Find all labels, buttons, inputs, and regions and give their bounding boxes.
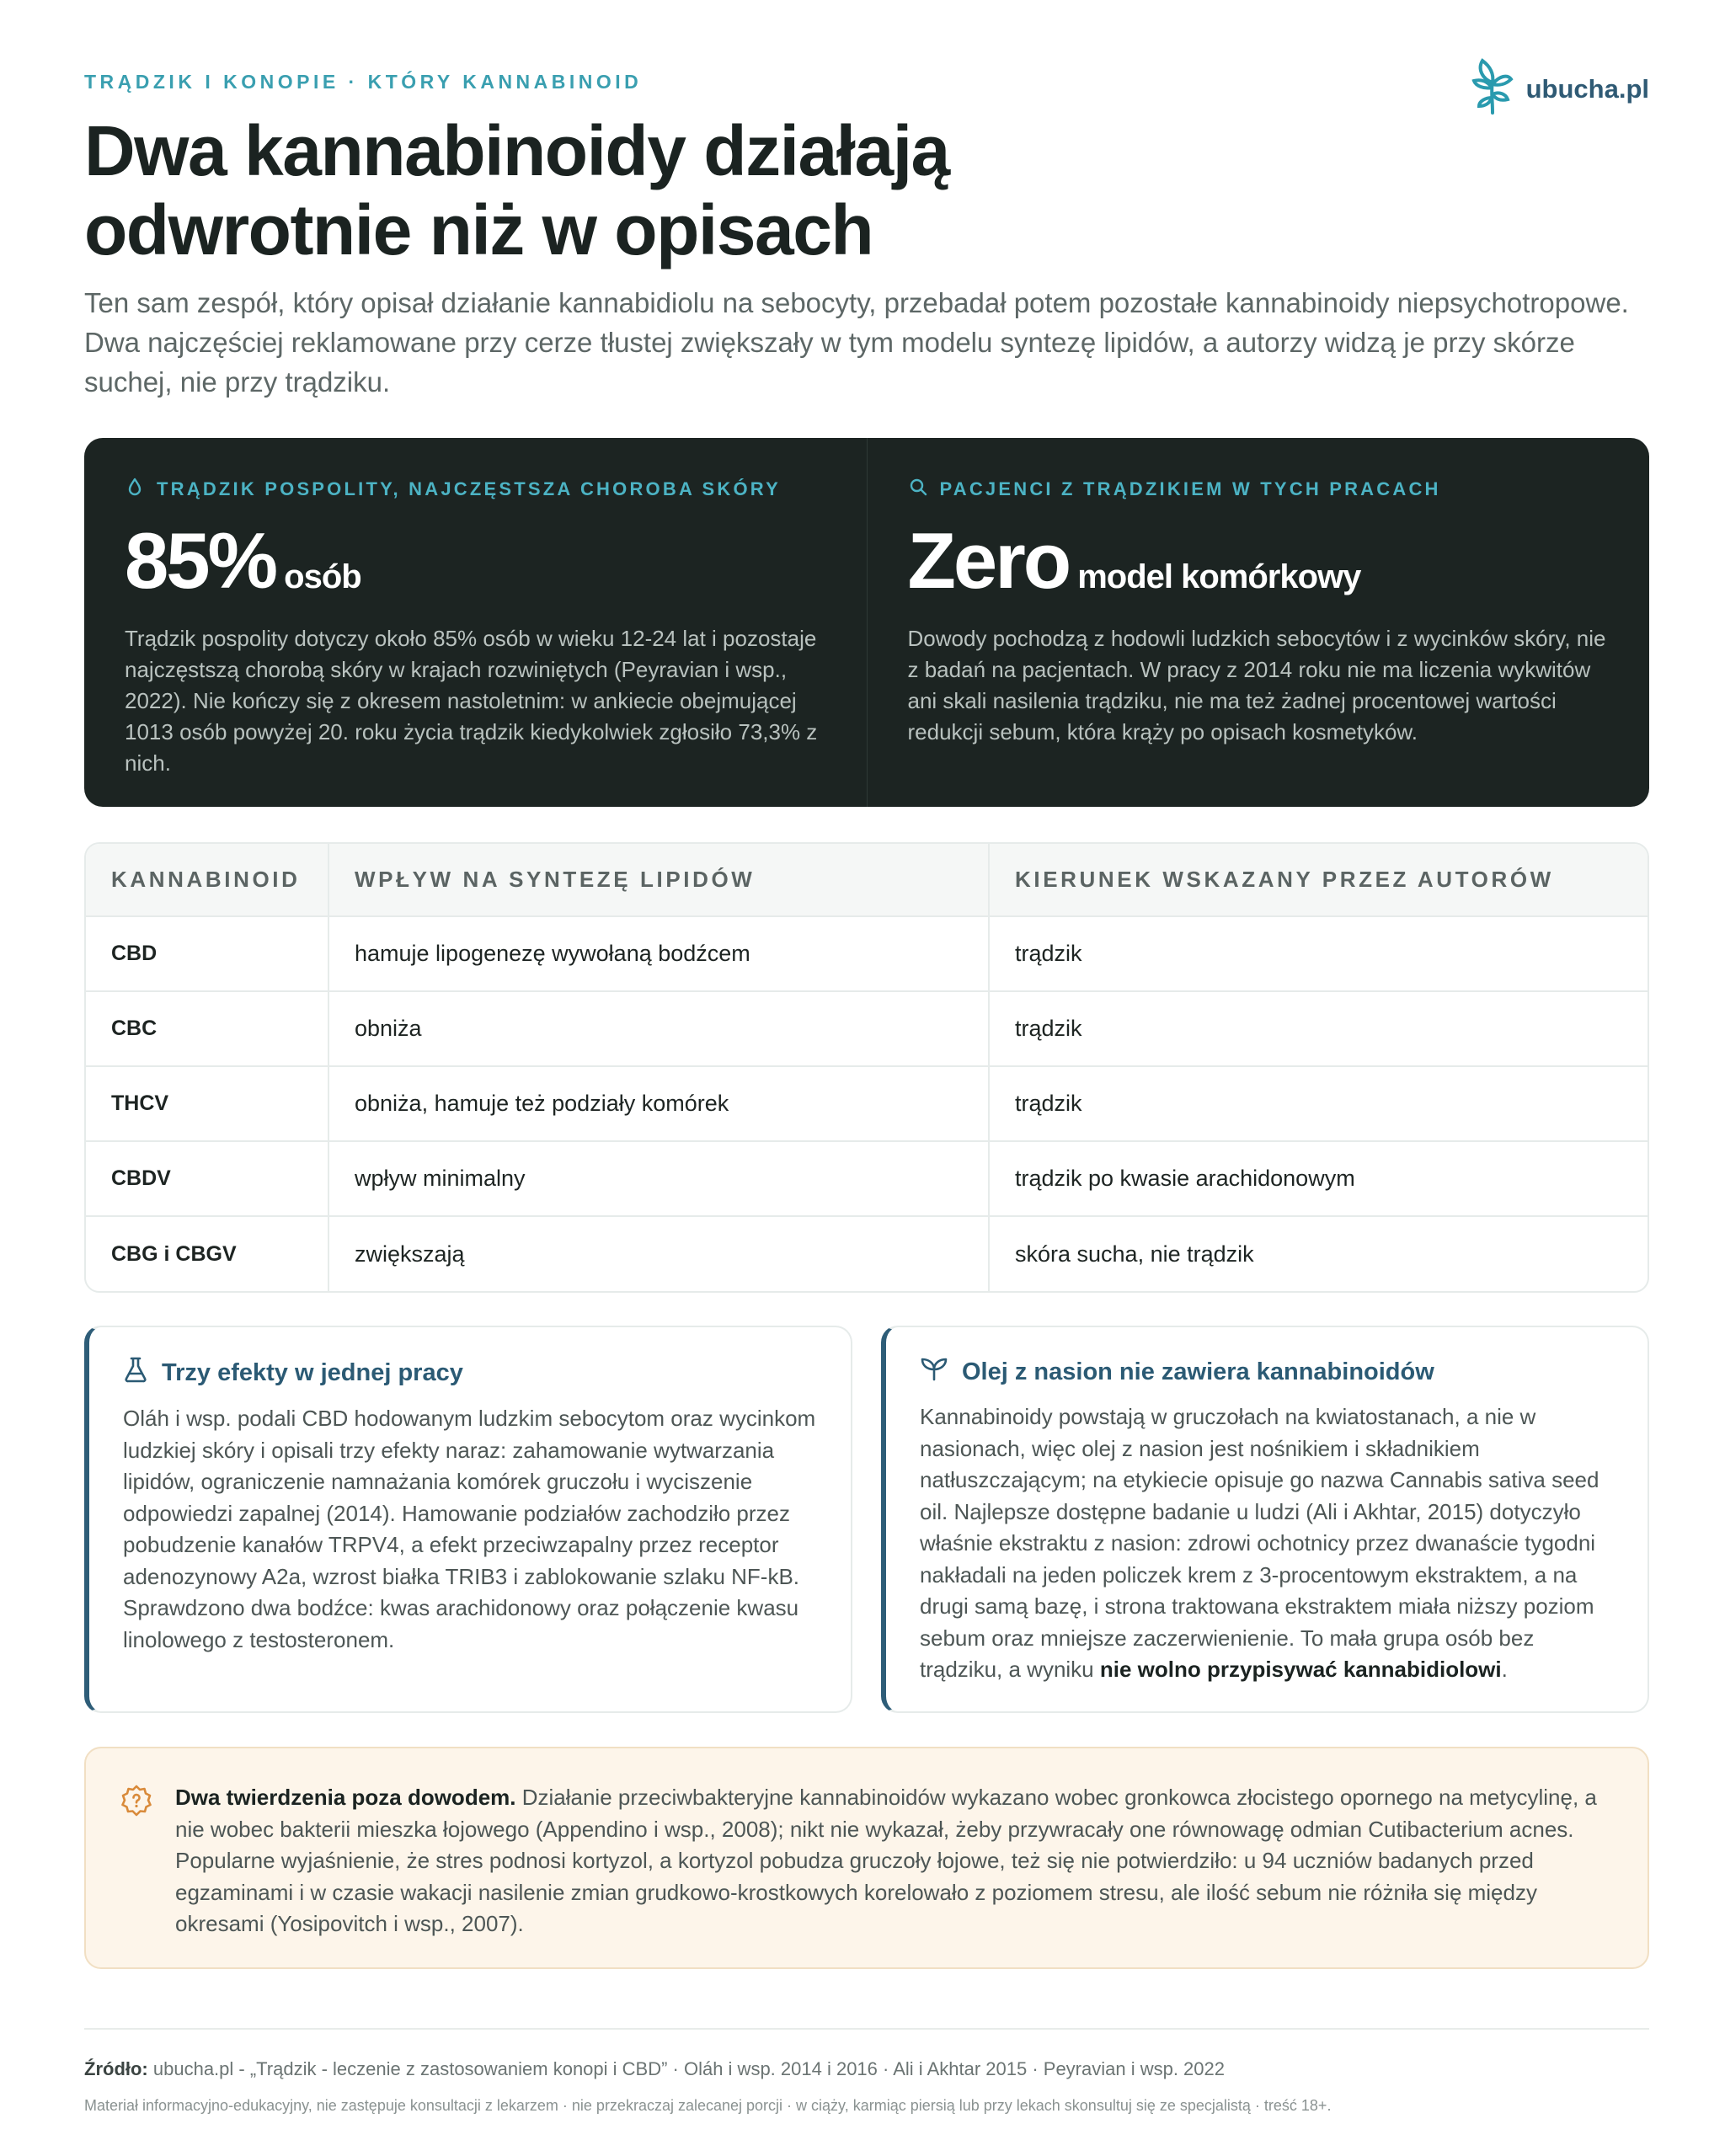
column-header-cannabinoid: KANNABINOID: [86, 844, 328, 916]
card-text: Oláh i wsp. podali CBD hodowanym ludzkim sebocytom oraz wycinkom ludzkiej skóry i opisali trzy efekty naraz: zahamowanie wytwarzania lipidów, ograniczenie namnażania komórek gruczołu i wyciszenie odpowiedzi zapalnej (2014). Hamowanie podziałów zachodziło przez pobudzenie kanałów TRPV4, a efekt przeciwzapalny przez receptor adenozynowy A2a, wzrost białka TRIB3 i zablokowanie szlaku NF-kB. Sprawdzono dwa bodźce: kwas arachidonowy oraz połączenie kwasu linolowego z testosteronem.: [123, 1406, 816, 1652]
table-row: [86, 1216, 1648, 1291]
search-icon: [908, 477, 928, 502]
eyebrow: TRĄDZIK I KONOPIE · KTÓRY KANNABINOID: [84, 71, 643, 93]
card-seed-oil: [881, 1326, 1649, 1713]
note-text: Dwa twierdzenia poza dowodem. Działanie przeciwbakteryjne kannabinoidów wykazano wobec gronkowca złocistego opornego na metycylinę, a nie wobec bakterii mieszka łojowego (Appendino i wsp., 2008); nikt nie wykazał, żeby przywracały one równowagę odmian Cutibacterium acnes. Popularne wyjaśnienie, że stres podnosi kortyzol, a kortyzol pobudza gruczoły łojowe, też się nie potwierdziło: u 94 uczniów badanych przed egzaminami i w czasie wakacji nasilenie zmian grudkowo-krostkowych korelowało z poziomem stresu, ale ilość sebum nie różniła się między okresami (Yosipovitch i wsp., 2007).: [175, 1785, 1597, 1936]
cell-lipid-effect: obniża, hamuje też podziały komórek: [328, 1066, 989, 1141]
table-row: [86, 916, 1648, 991]
lead-paragraph: Ten sam zespół, który opisał działanie kannabidiolu na sebocyty, przebadał potem pozostałe kannabinoidy niepsychotropowe. Dwa najczęściej reklamowane przy cerze tłustej zwiększały w tym modelu syntezę lipidów, a autorzy widzą je przy skórze suchej, nie przy trądziku.: [84, 287, 1629, 398]
cell-cannabinoid: CBG i CBGV: [86, 1216, 328, 1291]
note-heading: Dwa twierdzenia poza dowodem.: [175, 1785, 516, 1810]
cell-cannabinoid: CBC: [86, 991, 328, 1066]
stat-heading: PACJENCI Z TRĄDZIKIEM W TYCH PRACACH: [908, 477, 1610, 502]
logo-text: ubucha.pl: [1525, 73, 1649, 104]
cell-cannabinoid: CBD: [111, 942, 158, 965]
cell-direction: trądzik: [989, 916, 1648, 991]
stat-value: [125, 516, 826, 605]
logo[interactable]: [1471, 57, 1649, 120]
cell-cannabinoid: CBDV: [86, 1141, 328, 1216]
stat-big-number: Zero: [907, 516, 1070, 605]
cell-direction: trądzik: [989, 991, 1648, 1066]
stat-acne-prevalence: [84, 438, 867, 807]
stats-panel: [84, 438, 1649, 807]
stat-value: [907, 516, 1610, 605]
source-label: Źródło:: [84, 2058, 148, 2079]
stat-unit: osób: [284, 558, 361, 595]
card-title: Olej z nasion nie zawiera kannabinoidów: [920, 1356, 1617, 1388]
stat-description: Dowody pochodzą z hodowli ludzkich sebocytów i z wycinków skóry, nie z badań na pacjentach. W pracy z 2014 roku nie ma liczenia wykwitów ani skali nasilenia trądziku, nie ma też żadnej procentowej wartości redukcji sebum, która krąży po opisach kosmetyków.: [907, 626, 1606, 744]
column-header-direction: KIERUNEK WSKAZANY PRZEZ AUTORÓW: [989, 844, 1648, 916]
cell-cannabinoid: THCV: [86, 1066, 328, 1141]
footer-divider: [84, 2028, 1649, 2030]
sprout-icon: [920, 1356, 948, 1388]
disclaimer: Materiał informacyjno-edukacyjny, nie zastępuje konsultacji z lekarzem · nie przekraczaj zalecanej porcji · w ciąży, karmiąc piersią lub przy lekach skonsultuj się ze specjalistą · treść 18+.: [84, 2097, 1332, 2114]
table-row: [86, 991, 1648, 1066]
cell-lipid-effect: obniża: [328, 991, 989, 1066]
cell-direction: trądzik po kwasie arachidonowym: [989, 1141, 1648, 1216]
stat-description: Trądzik pospolity dotyczy około 85% osób w wieku 12-24 lat i pozostaje najczęstszą chorobą skóry w krajach rozwiniętych (Peyravian i wsp., 2022). Nie kończy się z okresem nastoletnim: w ankiecie obejmującej 1013 osób powyżej 20. roku życia trądzik kiedykolwiek zgłosiło 73,3% z nich.: [125, 626, 818, 776]
cell-lipid-effect: zwiększają: [328, 1216, 989, 1291]
card-three-effects: [84, 1326, 852, 1713]
title-line-1: Dwa kannabinoidy działają: [84, 111, 949, 190]
page-title: [84, 111, 1179, 270]
stat-unit: model komórkowy: [1077, 558, 1361, 595]
column-header-lipid-effect: WPŁYW NA SYNTEZĘ LIPIDÓW: [328, 844, 989, 916]
hemp-leaf-icon: [1471, 57, 1514, 120]
droplet-icon: [125, 477, 145, 502]
stat-heading: TRĄDZIK POSPOLITY, NAJCZĘSTSZA CHOROBA SKÓRY: [125, 477, 826, 502]
title-line-2: odwrotnie niż w opisach: [84, 190, 873, 270]
table-row: [86, 1141, 1648, 1216]
stat-acne-patients: [867, 438, 1650, 807]
source-line: Źródło: ubucha.pl - „Trądzik - leczenie z zastosowaniem konopi i CBD” · Oláh i wsp. 2014 i 2016 · Ali i Akhtar 2015 · Peyravian i wsp. 2022: [84, 2058, 1225, 2079]
cell-direction: trądzik: [989, 1066, 1648, 1141]
card-text: Kannabinoidy powstają w gruczołach na kwiatostanach, a nie w nasionach, więc olej z nasion jest nośnikiem i składnikiem natłuszczającym; na etykiecie opisuje go nazwa Cannabis sativa seed oil. Najlepsze dostępne badanie u ludzi (Ali i Akhtar, 2015) dotyczyło właśnie ekstraktu z nasion: zdrowi ochotnicy przez dwanaście tygodni nakładali na jeden policzek krem z 3-procentowym ekstraktem, a na drugi samą bazę, i strona traktowana ekstraktem miała niższy poziom sebum oraz mniejsze zaczerwienienie. To mała grupa osób bez trądziku, a wyniku nie wolno przypisywać kannabidiolowi.: [920, 1404, 1599, 1682]
cell-lipid-effect: wpływ minimalny: [328, 1141, 989, 1216]
caution-note: [84, 1747, 1649, 1969]
table-header-row: [86, 844, 1648, 916]
card-title: Trzy efekty w jednej pracy: [123, 1356, 820, 1390]
flask-icon: [123, 1356, 148, 1390]
card-emphasis: nie wolno przypisywać kannabidiolowi: [1099, 1657, 1502, 1682]
cannabinoid-table: [84, 842, 1649, 1293]
cell-lipid-effect: hamuje lipogenezę wywołaną bodźcem: [328, 916, 989, 991]
stat-big-number: 85%: [125, 516, 276, 605]
cell-direction: skóra sucha, nie trądzik: [989, 1216, 1648, 1291]
table-row: [86, 1066, 1648, 1141]
warning-badge-icon: [120, 1784, 153, 1822]
